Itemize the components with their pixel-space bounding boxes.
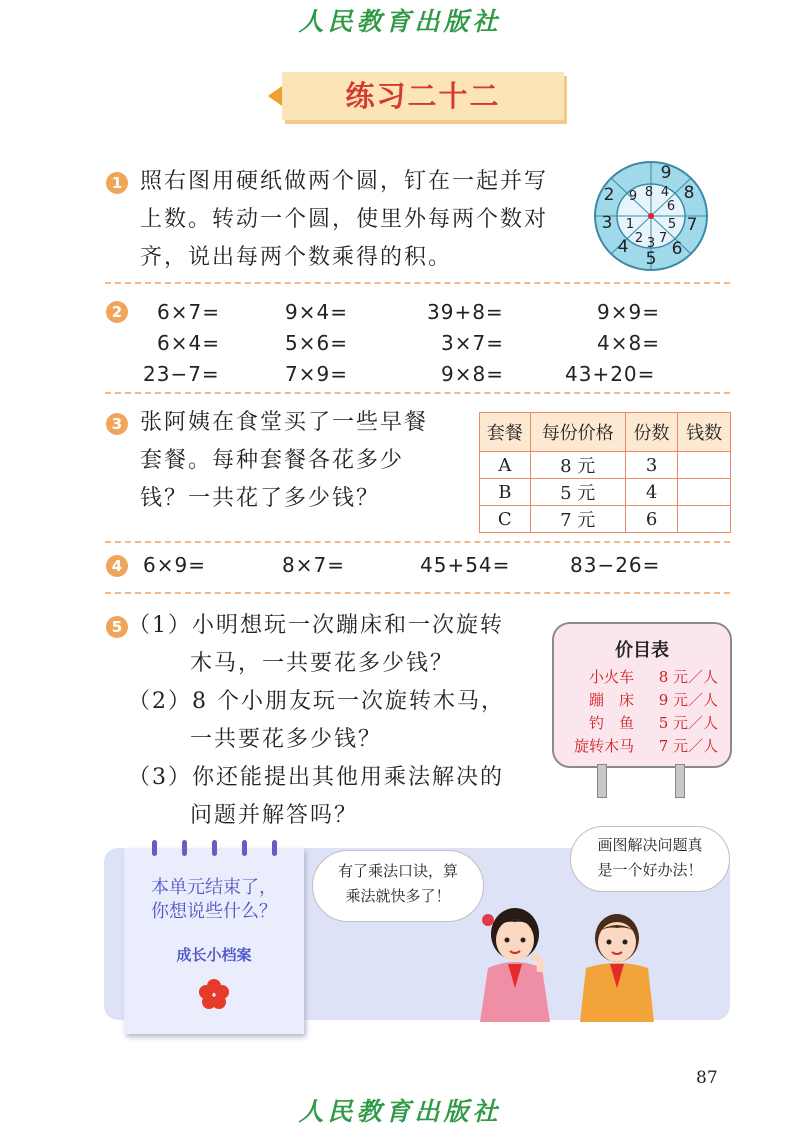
calc-item: 9×9=	[597, 300, 660, 324]
table-header-cell: 套餐	[480, 413, 531, 452]
girl-illustration	[470, 898, 560, 1022]
wheel-inner-number: 7	[658, 231, 668, 246]
table-cell: 3	[625, 452, 678, 479]
price-item-name: 钓 鱼	[588, 714, 634, 732]
price-item-name: 蹦 床	[588, 691, 634, 709]
table-header-cell: 每份价格	[530, 413, 625, 452]
price-row	[554, 666, 730, 689]
part-label: （1）	[128, 613, 192, 638]
calc-item: 6×9=	[143, 553, 206, 577]
part-line: 木马，一共要花多少钱？	[190, 651, 455, 676]
meal-price-table	[479, 412, 731, 533]
wheel-inner-number: 4	[660, 185, 670, 200]
calc-item: 5×6=	[285, 331, 348, 355]
calc-item: 83−26=	[570, 553, 661, 577]
table-header-cell: 份数	[625, 413, 678, 452]
price-board	[552, 622, 732, 768]
calc-item: 45+54=	[420, 553, 511, 577]
question-3-text	[140, 404, 470, 518]
question-3-line: 套餐。每种套餐各花多少	[140, 448, 405, 473]
wheel-outer-number: 7	[686, 215, 698, 235]
question-5-part	[128, 759, 548, 797]
calc-item: 9×4=	[285, 300, 348, 324]
wheel-outer-number: 3	[601, 213, 613, 233]
calc-item: 3×7=	[441, 331, 504, 355]
calc-item: 6×4=	[157, 331, 220, 355]
page-number: 87	[696, 1068, 718, 1088]
price-row	[554, 712, 730, 735]
wheel-inner-number: 3	[646, 236, 656, 251]
price-item-name: 小火车	[588, 668, 634, 686]
question-number-3: 3	[106, 413, 128, 435]
part-label: （2）	[128, 689, 192, 714]
question-3-line: 张阿姨在食堂买了一些早餐	[140, 410, 429, 435]
wheel-outer-number: 8	[683, 183, 695, 203]
table-cell: 4	[625, 479, 678, 506]
wheel-outer-number: 5	[645, 249, 657, 269]
price-item-name: 旋转木马	[573, 737, 634, 755]
binder-ring	[152, 840, 157, 856]
note-card-line: 你想说些什么？	[151, 901, 277, 922]
part-line: 一共要花多少钱？	[190, 727, 383, 752]
part-line: 问题并解答吗？	[190, 803, 359, 828]
table-cell: B	[480, 479, 531, 506]
binder-ring	[242, 840, 247, 856]
binder-ring	[182, 840, 187, 856]
question-1-line: 齐，说出每两个数乘得的积。	[140, 245, 453, 270]
note-card-subtitle: 成长小档案	[176, 946, 252, 964]
section-title-banner	[268, 70, 566, 122]
part-line: 8 个小朋友玩一次旋转木马，	[192, 689, 505, 714]
question-1-line: 上数。转动一个圆，使里外每两个数对	[140, 207, 549, 232]
binder-ring	[272, 840, 277, 856]
question-number-2: 2	[106, 301, 128, 323]
note-card-line: 本单元结束了，	[151, 877, 277, 898]
question-1-line: 照右图用硬纸做两个圆，钉在一起并写	[140, 169, 549, 194]
wheel-inner-number: 8	[644, 185, 654, 200]
wheel-inner-number: 6	[666, 199, 676, 214]
table-cell-empty[interactable]	[678, 479, 731, 506]
boy-illustration	[572, 902, 662, 1022]
table-header-row	[480, 413, 731, 452]
part-label: （3）	[128, 765, 192, 790]
table-cell: A	[480, 452, 531, 479]
wheel-outer-number: 4	[617, 237, 629, 257]
table-cell: 5 元	[530, 479, 625, 506]
number-wheel	[593, 160, 709, 272]
calc-item: 8×7=	[282, 553, 345, 577]
question-1-text	[140, 163, 590, 277]
price-board-title: 价目表	[615, 640, 669, 661]
table-cell: C	[480, 506, 531, 533]
price-row	[554, 689, 730, 712]
question-number-4: 4	[106, 555, 128, 577]
calc-item: 23−7=	[143, 362, 220, 386]
divider	[105, 392, 730, 394]
wheel-inner-number: 5	[667, 217, 677, 232]
bubble-line: 是一个好办法！	[597, 861, 703, 879]
growth-note-card	[124, 848, 304, 1034]
wheel-inner-number: 1	[625, 217, 635, 232]
table-cell: 7 元	[530, 506, 625, 533]
table-header-cell: 钱数	[678, 413, 731, 452]
section-title: 练习二十二	[345, 79, 501, 113]
question-5-text	[128, 607, 548, 835]
divider	[105, 592, 730, 594]
question-5-part	[128, 607, 548, 645]
table-cell: 6	[625, 506, 678, 533]
board-post-left	[597, 764, 607, 798]
wheel-inner-number: 9	[628, 189, 638, 204]
question-number-5: 5	[106, 616, 128, 638]
table-cell-empty[interactable]	[678, 506, 731, 533]
divider	[105, 282, 730, 284]
wheel-outer-number: 6	[671, 239, 683, 259]
price-item-price: 9 元／人	[658, 691, 718, 709]
price-row	[554, 735, 730, 758]
table-cell-empty[interactable]	[678, 452, 731, 479]
wheel-outer-number: 9	[660, 163, 672, 183]
bubble-line: 乘法就快多了！	[345, 887, 451, 905]
table-row	[480, 452, 731, 479]
price-item-price: 5 元／人	[658, 714, 718, 732]
arrow-left-icon	[268, 86, 282, 106]
calc-item: 9×8=	[441, 362, 504, 386]
calc-item: 43+20=	[565, 362, 656, 386]
speech-bubble-boy	[570, 826, 730, 892]
calc-item: 4×8=	[597, 331, 660, 355]
calc-item: 6×7=	[157, 300, 220, 324]
flower-icon	[198, 978, 230, 1010]
speech-bubble-girl	[312, 850, 484, 922]
question-number-1: 1	[106, 172, 128, 194]
wheel-inner-number: 2	[634, 231, 644, 246]
price-item-price: 7 元／人	[658, 737, 718, 755]
wheel-outer-number: 2	[603, 185, 615, 205]
price-item-price: 8 元／人	[658, 668, 718, 686]
table-cell: 8 元	[530, 452, 625, 479]
divider	[105, 541, 730, 543]
table-row	[480, 479, 731, 506]
publisher-header: 人民教育出版社	[298, 7, 502, 36]
bubble-line: 画图解决问题真	[597, 836, 703, 854]
part-line: 小明想玩一次蹦床和一次旋转	[192, 613, 505, 638]
part-line: 你还能提出其他用乘法解决的	[192, 765, 505, 790]
calc-item: 7×9=	[285, 362, 348, 386]
question-3-line: 钱？一共花了多少钱？	[140, 486, 381, 511]
board-post-right	[675, 764, 685, 798]
binder-ring	[212, 840, 217, 856]
bubble-line: 有了乘法口诀，算	[337, 862, 458, 880]
question-5-part	[128, 683, 548, 721]
calc-item: 39+8=	[427, 300, 504, 324]
publisher-footer: 人民教育出版社	[298, 1097, 502, 1126]
table-row	[480, 506, 731, 533]
